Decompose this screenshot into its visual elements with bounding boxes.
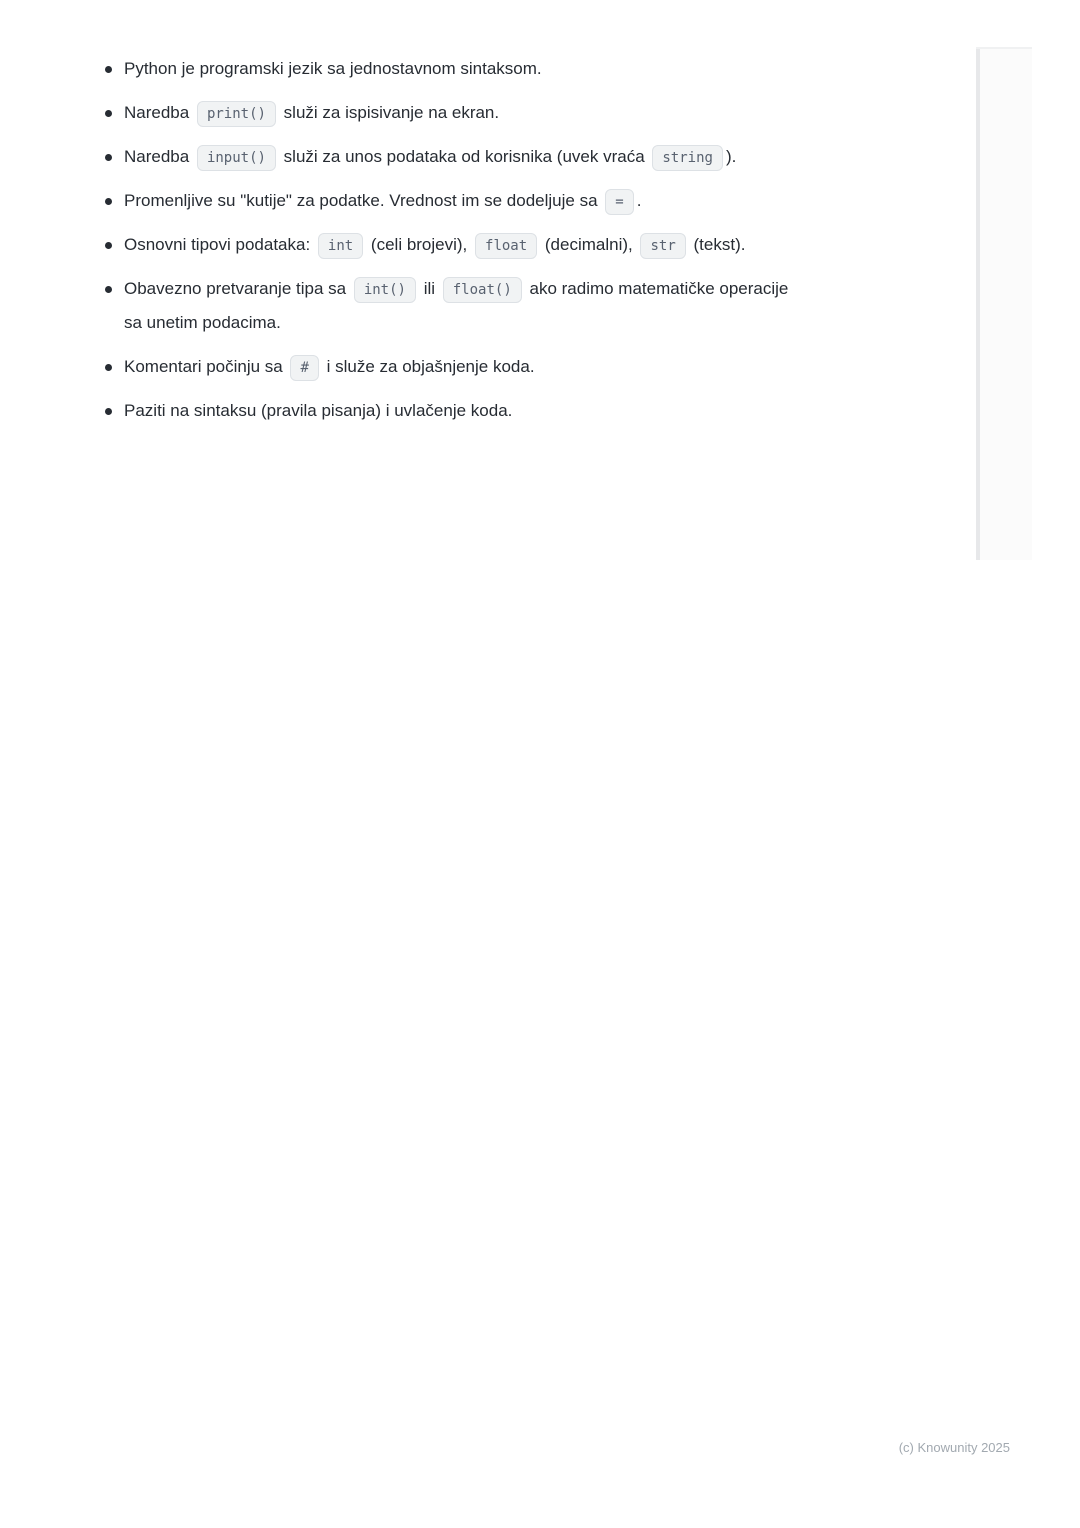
bullet-text: ). [725,147,737,166]
list-item [104,350,804,384]
bullet-text: (decimalni), [540,235,638,254]
list-item [104,96,804,130]
bullet-text: Osnovni tipovi podataka: [124,235,315,254]
bullet-icon [105,408,112,415]
bullet-icon [105,66,112,73]
code-chip: input() [197,145,276,171]
bullet-text: Paziti na sintaksu (pravila pisanja) i uvlačenje koda. [124,401,513,420]
code-chip: int [318,233,363,259]
code-chip: string [652,145,723,171]
code-chip: float() [443,277,522,303]
bullet-icon [105,110,112,117]
bullet-icon [105,154,112,161]
copyright-text: (c) Knowunity 2025 [898,1440,1010,1455]
bullet-text: Komentari počinju sa [124,357,288,376]
list-item [104,140,804,174]
bullet-text: Promenljive su "kutije" za podatke. Vrednost im se dodeljuje sa [124,191,603,210]
bullet-text: Python je programski jezik sa jednostavnom sintaksom. [124,59,542,78]
bullet-icon [105,242,112,249]
bullet-text: (celi brojevi), [366,235,473,254]
list-item [104,184,804,218]
scrollbar-track[interactable] [976,49,980,560]
bullet-text: Obavezno pretvaranje tipa sa [124,279,351,298]
bullet-text: ako radimo matematičke operacije sa unetim podacima. [124,279,789,332]
bullet-text: služi za unos podataka od korisnika (uvek vraća [278,147,650,166]
bullet-list [104,52,804,428]
code-chip: str [640,233,685,259]
bullet-text: Naredba [124,147,194,166]
list-item [104,394,804,428]
notes-content [104,52,804,438]
bullet-icon [105,198,112,205]
code-chip: = [605,189,633,215]
list-item [104,228,804,262]
bullet-icon [105,286,112,293]
bullet-text: . [636,191,642,210]
list-item [104,52,804,86]
bullet-text: (tekst). [688,235,746,254]
list-item [104,272,804,340]
code-chip: print() [197,101,276,127]
bullet-text: služi za ispisivanje na ekran. [278,103,500,122]
bullet-text: ili [418,279,440,298]
bullet-text: i služe za objašnjenje koda. [321,357,535,376]
bullet-text: Naredba [124,103,194,122]
next-page-edge [976,47,1032,560]
code-chip: int() [354,277,416,303]
code-chip: # [290,355,318,381]
code-chip: float [475,233,537,259]
bullet-icon [105,364,112,371]
